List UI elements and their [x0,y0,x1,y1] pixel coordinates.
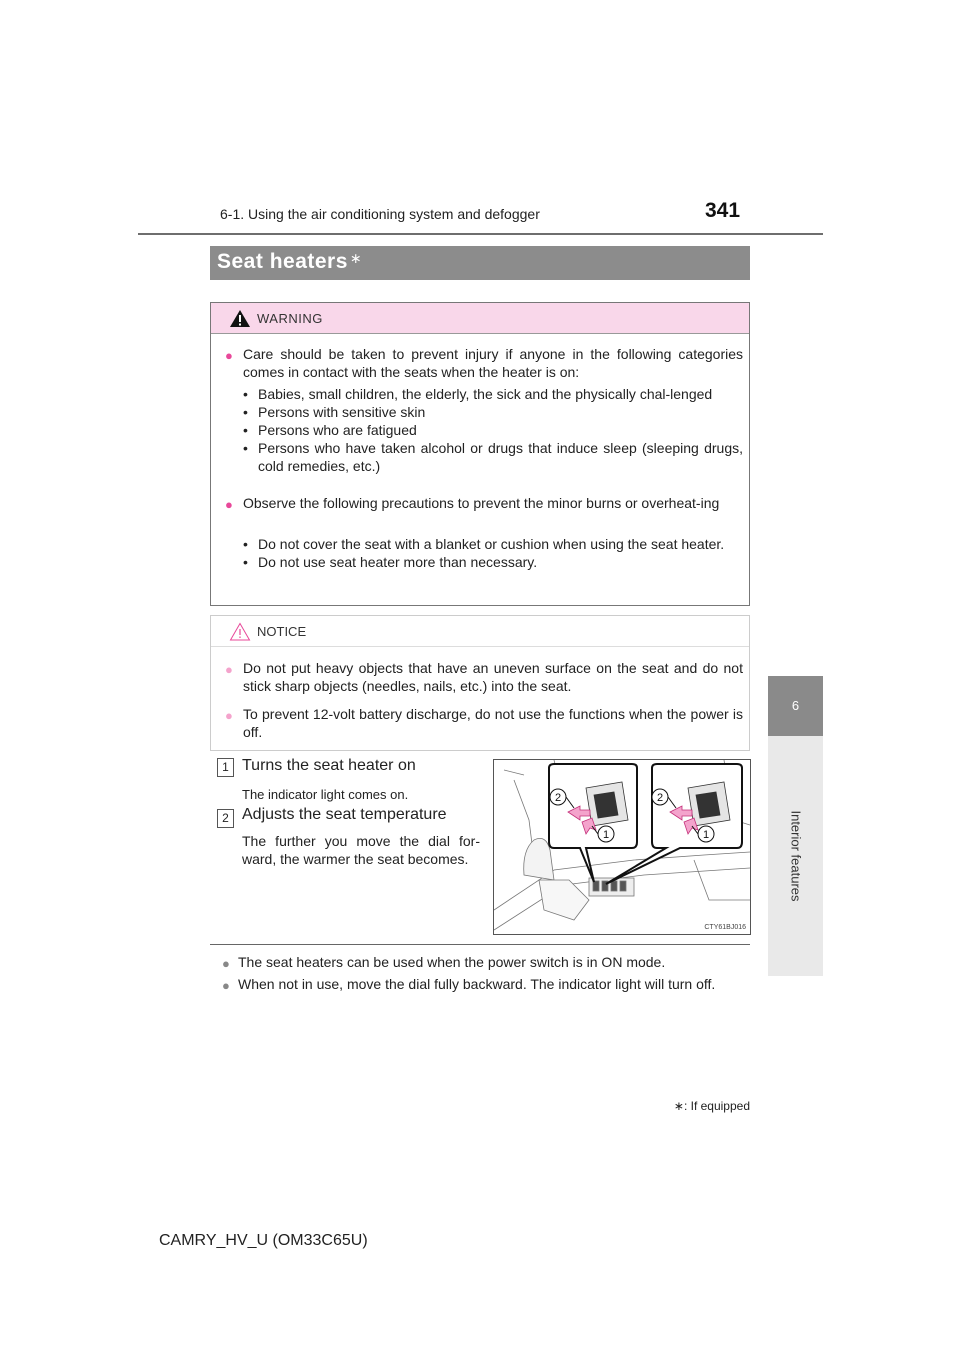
section-heading: 6-1. Using the air conditioning system and defogger [220,206,540,222]
title-marker: ∗ [349,250,363,266]
warning-label: WARNING [257,311,323,326]
callout-label: 1 [702,829,710,841]
note-1: The seat heaters can be used when the power switch is in ON mode. [238,954,666,970]
footnote-marker: ∗ [673,1099,684,1113]
footnote: ∗: If equipped [673,1099,750,1113]
page-title-bar [210,246,750,280]
bullet-icon: ● [225,348,233,363]
notice-item-1: Do not put heavy objects that have an uneven surface on the seat and do not stick sharp objects (needles, nails, etc.) into the seat. [243,660,743,694]
page-title: Seat heaters ∗ [217,250,363,273]
page-number: 341 [705,199,741,222]
chapter-tab-number[interactable]: 6 [768,676,823,736]
chapter-tab-text: Interior features [788,810,803,902]
callout-label: 1 [602,829,610,841]
notice-item-2: To prevent 12-volt battery discharge, do not use the functions when the power is off. [243,706,743,740]
warning-sub-list-1: • Babies, small children, the elderly, the sick and the physically chal-lenged • Persons with sensitive skin • Persons who are fatigued • Persons who have taken alcohol or drugs that induce sleep (sleeping drugs, cold remedies, etc.) [243,386,743,474]
warning-box [210,302,750,606]
warning-sub-list-2: • Do not cover the seat with a blanket or cushion when using the seat heater. • Do not use seat heater more than necessary. [243,536,725,570]
notice-label: NOTICE [257,624,307,639]
bullet-icon: ● [225,662,233,677]
step-desc-2: The further you move the dial for-ward, the warmer the seat becomes. [242,833,480,867]
step-title-2: Adjusts the seat temperature [242,806,447,823]
step-number-2: 2 [217,809,234,828]
step-desc-1: The indicator light comes on. [242,787,409,802]
notice-box [210,615,750,751]
callout-label: 2 [554,792,562,804]
warning-bullet-1: Care should be taken to prevent injury if anyone in the following categories comes in contact with the seats when the heater is on: [243,346,743,380]
bullet-icon: ● [225,497,233,512]
bullet-icon: ● [222,978,230,993]
bullet-icon: ● [225,708,233,723]
bullet-icon: ● [222,956,230,971]
seat-heater-illustration [493,759,751,935]
console-drawing [494,760,750,934]
step-number-1: 1 [217,758,234,777]
note-rule [210,944,750,945]
chapter-tab-label[interactable] [768,736,823,976]
warning-bullet-2: Observe the following precautions to prevent the minor burns or overheat-ing [243,495,720,511]
note-2: When not in use, move the dial fully backward. The indicator light will turn off. [238,976,716,992]
figure-code: CTY61BJ016 [704,924,746,931]
warning-triangle-icon [229,309,251,328]
header-rule [138,233,823,235]
callout-label: 2 [656,792,664,804]
step-title-1: Turns the seat heater on [242,757,416,774]
warning-header [211,303,749,334]
notice-header [211,616,749,647]
model-footer: CAMRY_HV_U (OM33C65U) [159,1232,368,1249]
caution-triangle-icon [229,622,251,641]
